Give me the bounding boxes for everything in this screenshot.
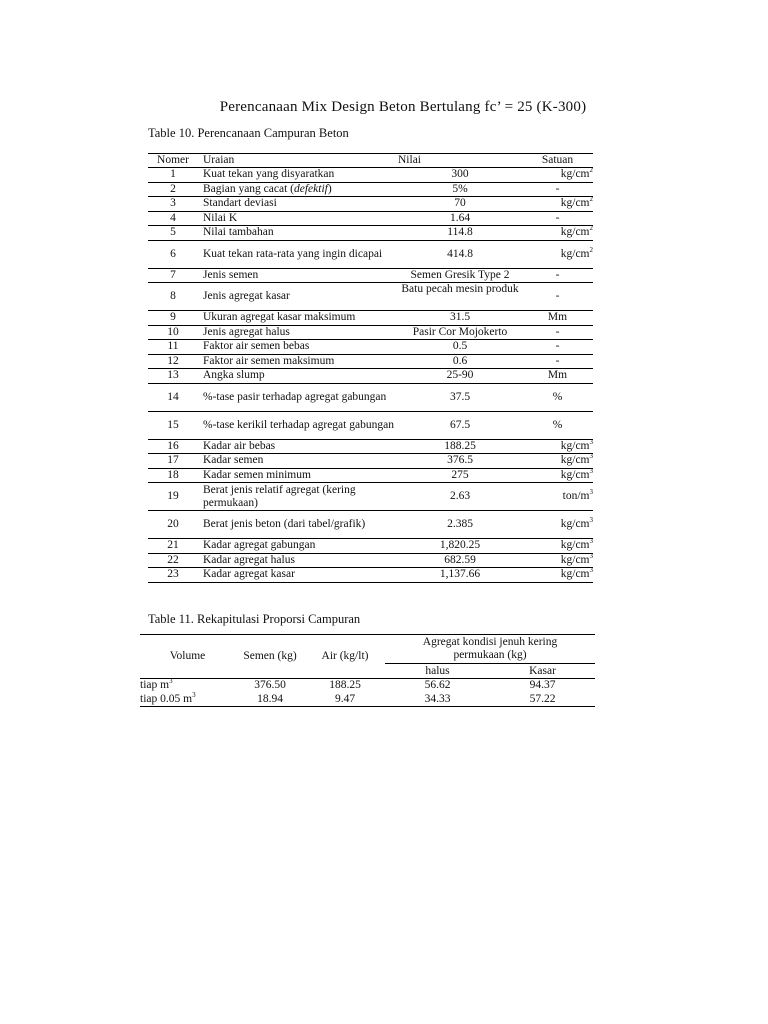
row-number: 15 (148, 411, 198, 439)
row-number: 6 (148, 240, 198, 268)
table-body (140, 679, 595, 707)
row-uraian: Kadar air bebas (198, 439, 398, 454)
row-nilai: Batu pecah mesin produk (398, 283, 522, 311)
row-satuan: $kg/cm^2$ (522, 197, 593, 212)
row-volume: tiap 0.05 $m^3$ (140, 693, 235, 707)
row-nilai: 300 (398, 168, 522, 183)
row-nilai: 376.5 (398, 454, 522, 469)
row-nilai: 1,137.66 (398, 568, 522, 583)
row-semen: 18.94 (235, 693, 305, 707)
row-number: 10 (148, 325, 198, 340)
table-row (148, 283, 593, 311)
row-uraian: Jenis agregat kasar (198, 283, 398, 311)
row-uraian: Kadar semen (198, 454, 398, 469)
row-satuan: - (522, 325, 593, 340)
table-row (148, 240, 593, 268)
table-row (148, 226, 593, 241)
table11-caption: Table 11. Rekapitulasi Proporsi Campuran (148, 612, 361, 626)
row-number: 3 (148, 197, 198, 212)
table-row (148, 383, 593, 411)
row-satuan: $kg/cm^3$ (522, 568, 593, 583)
table-row (140, 679, 595, 693)
row-nilai: 275 (398, 468, 522, 483)
header-nomer: Nomer (148, 154, 198, 168)
row-number: 11 (148, 340, 198, 355)
row-uraian: Kuat tekan yang disyaratkan (198, 168, 398, 183)
row-satuan: - (522, 354, 593, 369)
row-nilai: Semen Gresik Type 2 (398, 268, 522, 283)
row-nilai: 25-90 (398, 369, 522, 384)
header-volume: Volume (140, 635, 235, 679)
header-nilai: Nilai (398, 154, 522, 168)
row-number: 14 (148, 383, 198, 411)
row-uraian: Jenis agregat halus (198, 325, 398, 340)
row-satuan: $kg/cm^2$ (522, 240, 593, 268)
row-nilai: 188.25 (398, 439, 522, 454)
row-satuan: % (522, 383, 593, 411)
row-nilai: 0.5 (398, 340, 522, 355)
row-uraian: Kadar semen minimum (198, 468, 398, 483)
row-number: 20 (148, 511, 198, 539)
table-row (148, 311, 593, 326)
row-uraian: Kadar agregat gabungan (198, 539, 398, 554)
document-title: Perencanaan Mix Design Beton Bertulang fc’ = 25 (K-300) (219, 99, 587, 115)
row-uraian: Angka slump (198, 369, 398, 384)
row-number: 13 (148, 369, 198, 384)
header-air: Air (kg/lt) (305, 635, 385, 679)
row-uraian: Berat jenis beton (dari tabel/grafik) (198, 511, 398, 539)
row-uraian: Kuat tekan rata-rata yang ingin dicapai (198, 240, 398, 268)
row-satuan: Mm (522, 311, 593, 326)
row-nilai: 2.63 (398, 483, 522, 511)
table-body (148, 168, 593, 583)
row-uraian: Ukuran agregat kasar maksimum (198, 311, 398, 326)
header-halus: halus (385, 664, 490, 679)
row-nilai: Pasir Cor Mojokerto (398, 325, 522, 340)
row-halus: 56.62 (385, 679, 490, 693)
row-number: 7 (148, 268, 198, 283)
row-nilai: 414.8 (398, 240, 522, 268)
row-nilai: 67.5 (398, 411, 522, 439)
row-uraian: %-tase kerikil terhadap agregat gabungan (198, 411, 398, 439)
header-agregat: Agregat kondisi jenuh kering permukaan (kg) (385, 635, 595, 664)
table-row (148, 340, 593, 355)
row-number: 19 (148, 483, 198, 511)
row-uraian: Faktor air semen bebas (198, 340, 398, 355)
table-row (148, 197, 593, 212)
row-satuan: - (522, 211, 593, 226)
row-nilai: 5% (398, 182, 522, 197)
row-nilai: 70 (398, 197, 522, 212)
row-number: 2 (148, 182, 198, 197)
table-row (148, 511, 593, 539)
table-row (148, 454, 593, 469)
row-uraian: Kadar agregat kasar (198, 568, 398, 583)
table-row (148, 483, 593, 511)
table-row (148, 268, 593, 283)
row-nilai: 31.5 (398, 311, 522, 326)
table10-caption: Table 10. Perencanaan Campuran Beton (148, 126, 349, 140)
table-header-row (148, 154, 593, 168)
header-uraian: Uraian (198, 154, 398, 168)
row-number: 18 (148, 468, 198, 483)
row-uraian: Jenis semen (198, 268, 398, 283)
row-number: 1 (148, 168, 198, 183)
row-uraian: Bagian yang cacat (defektif) (198, 182, 398, 197)
row-number: 9 (148, 311, 198, 326)
row-halus: 34.33 (385, 693, 490, 707)
row-nilai: 37.5 (398, 383, 522, 411)
table-row (148, 211, 593, 226)
table-row (148, 568, 593, 583)
row-nilai: 682.59 (398, 553, 522, 568)
row-uraian: Nilai K (198, 211, 398, 226)
table-header-row (140, 635, 595, 664)
row-number: 12 (148, 354, 198, 369)
table-row (148, 369, 593, 384)
row-air: 9.47 (305, 693, 385, 707)
table-row (148, 354, 593, 369)
row-nilai: 2.385 (398, 511, 522, 539)
row-semen: 376.50 (235, 679, 305, 693)
row-satuan: $kg/cm^2$ (522, 226, 593, 241)
table-row (148, 553, 593, 568)
row-satuan: $kg/cm^3$ (522, 539, 593, 554)
row-satuan: - (522, 268, 593, 283)
row-uraian: Berat jenis relatif agregat (kering permukaan) (198, 483, 398, 511)
row-satuan: $kg/cm^3$ (522, 553, 593, 568)
row-satuan: $kg/cm^3$ (522, 511, 593, 539)
row-uraian: Standart deviasi (198, 197, 398, 212)
row-number: 17 (148, 454, 198, 469)
row-number: 22 (148, 553, 198, 568)
table-row (148, 439, 593, 454)
header-semen: Semen (kg) (235, 635, 305, 679)
table-row (140, 693, 595, 707)
row-satuan: - (522, 340, 593, 355)
row-kasar: 94.37 (490, 679, 595, 693)
row-number: 8 (148, 283, 198, 311)
row-nilai: 1.64 (398, 211, 522, 226)
row-uraian: Kadar agregat halus (198, 553, 398, 568)
header-kasar: Kasar (490, 664, 595, 679)
table-row (148, 168, 593, 183)
table-row (148, 539, 593, 554)
row-satuan: $kg/cm^3$ (522, 468, 593, 483)
row-uraian: Nilai tambahan (198, 226, 398, 241)
row-uraian: Faktor air semen maksimum (198, 354, 398, 369)
row-satuan: Mm (522, 369, 593, 384)
row-satuan: % (522, 411, 593, 439)
row-satuan: $kg/cm^3$ (522, 454, 593, 469)
proportion-table (140, 634, 595, 707)
row-nilai: 1,820.25 (398, 539, 522, 554)
row-number: 23 (148, 568, 198, 583)
row-kasar: 57.22 (490, 693, 595, 707)
row-satuan: $kg/cm^3$ (522, 439, 593, 454)
row-nilai: 0.6 (398, 354, 522, 369)
row-number: 16 (148, 439, 198, 454)
table-row (148, 468, 593, 483)
row-number: 5 (148, 226, 198, 241)
header-satuan: Satuan (522, 154, 593, 168)
table-row (148, 182, 593, 197)
row-number: 4 (148, 211, 198, 226)
row-satuan: $kg/cm^2$ (522, 168, 593, 183)
table-row (148, 325, 593, 340)
row-volume: tiap $m^3$ (140, 679, 235, 693)
row-satuan: - (522, 182, 593, 197)
row-air: 188.25 (305, 679, 385, 693)
row-nilai: 114.8 (398, 226, 522, 241)
table-row (148, 411, 593, 439)
row-satuan: ton/$m^3$ (522, 483, 593, 511)
row-number: 21 (148, 539, 198, 554)
row-uraian: %-tase pasir terhadap agregat gabungan (198, 383, 398, 411)
mix-design-table (148, 153, 593, 583)
row-satuan: - (522, 283, 593, 311)
